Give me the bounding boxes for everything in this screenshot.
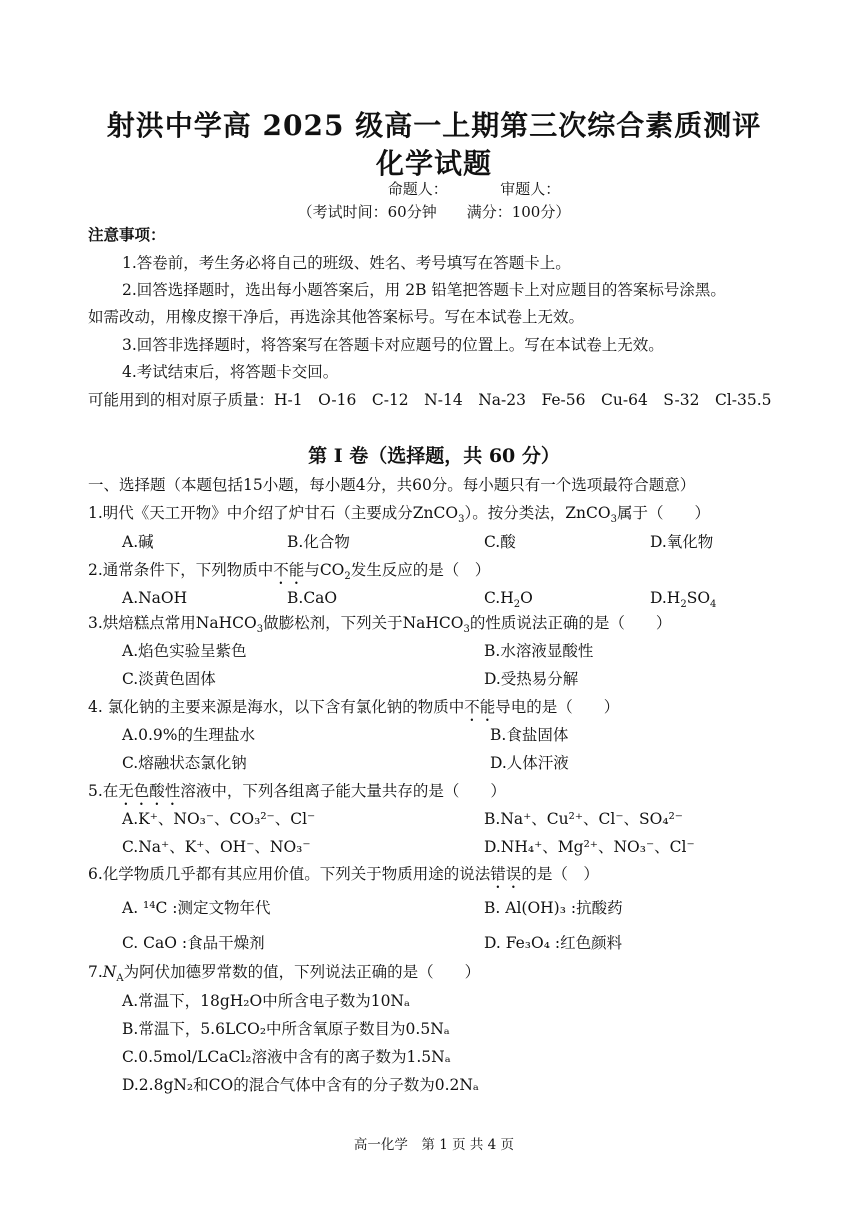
question-2-option-d: $D.H_2SO_4$ <box>650 589 717 611</box>
question-5-option-d: D.NH₄⁺、Mg²⁺、NO₃⁻、Cl⁻ <box>484 838 695 856</box>
question-5-option-a: A.K⁺、NO₃⁻、CO₃²⁻、Cl⁻ <box>122 810 316 828</box>
question-3-option-d: D.受热易分解 <box>484 670 579 688</box>
question-3-stem: 3.烘焙糕点常用NaHCO$_3$做膨松剂，下列关于NaHCO$_3$的性质说法正确的是（ ） <box>88 614 672 636</box>
question-5-option-c: C.Na⁺、K⁺、OH⁻、NO₃⁻ <box>122 838 311 856</box>
question-7-option-a: A.常温下，18gH₂O中所含电子数为10Nₐ <box>122 992 410 1010</box>
question-1-option-b: B.化合物 <box>287 533 350 551</box>
note-4: 4.考试结束后，将答题卡交回。 <box>122 363 339 381</box>
question-4-option-a: A.0.9%的生理盐水 <box>122 726 255 744</box>
question-2-option-b: B.CaO <box>287 589 338 607</box>
question-6-option-a: A. ¹⁴C :测定文物年代 <box>122 899 271 917</box>
question-1-stem: 1.明代《天工开物》中介绍了炉甘石（主要成分ZnCO$_3$）。按分类法，ZnCO$_3$属于（ ） <box>88 504 710 526</box>
question-7-option-d: D.2.8gN₂和CO的混合气体中含有的分子数为0.2Nₐ <box>122 1076 479 1094</box>
question-5-option-b: B.Na⁺、Cu²⁺、Cl⁻、SO₄²⁻ <box>484 810 683 828</box>
section-instructions: 一、选择题（本题包括15小题，每小题4分，共60分。每小题只有一个选项最符合题意） <box>88 476 696 494</box>
question-7-option-b: B.常温下，5.6LCO₂中所含氧原子数目为0.5Nₐ <box>122 1020 450 1038</box>
question-2-stem: 2.通常条件下，下列物质中不能与$CO_2$发生反应的是（ ） <box>88 561 491 583</box>
question-1-option-d: D.氧化物 <box>650 533 714 551</box>
question-1-option-c: C.酸 <box>484 533 516 551</box>
notes-heading: 注意事项： <box>88 225 166 244</box>
question-3-option-c: C.淡黄色固体 <box>122 670 216 688</box>
page-footer: 高一化学 第 1 页 共 4 页 <box>353 1137 515 1153</box>
question-1-option-a: A.碱 <box>122 533 154 551</box>
question-4-option-c: C.熔融状态氯化钠 <box>122 754 247 772</box>
question-5-stem: 5.在无色酸性溶液中，下列各组离子能大量共存的是（ ） <box>88 782 506 800</box>
authors-line: 命题人： 审题人： <box>387 180 561 198</box>
page-title: 射洪中学高 2025 级高一上期第三次综合素质测评 <box>106 109 762 142</box>
page-subtitle: 化学试题 <box>375 147 492 180</box>
question-7-option-c: C.0.5mol/LCaCl₂溶液中含有的离子数为1.5Nₐ <box>122 1048 451 1066</box>
note-1: 1.答卷前，考生务必将自己的班级、姓名、考号填写在答题卡上。 <box>122 254 571 272</box>
atomic-masses: 可能用到的相对原子质量：H-1 O-16 C-12 N-14 Na-23 Fe-56 Cu-64 S-32 Cl-35.5 <box>88 391 772 409</box>
question-4-option-d: D.人体汗液 <box>490 754 569 772</box>
question-4-option-b: B.食盐固体 <box>490 726 569 744</box>
question-6-option-b: B. Al(OH)₃ :抗酸药 <box>484 899 623 917</box>
question-2-option-a: A.NaOH <box>122 589 188 607</box>
question-4-stem: 4. 氯化钠的主要来源是海水，以下含有氯化钠的物质中不能导电的是（ ） <box>88 698 620 716</box>
question-3-option-a: A.焰色实验呈紫色 <box>122 642 247 660</box>
time-info: （考试时间：60分钟 满分：100分） <box>297 203 571 221</box>
note-2b: 如需改动，用橡皮擦干净后，再选涂其他答案标号。写在本试卷上无效。 <box>88 308 585 326</box>
question-7-stem: $7.N_A$为阿伏加德罗常数的值，下列说法正确的是（ ） <box>88 963 481 985</box>
question-3-option-b: B.水溶液显酸性 <box>484 642 594 660</box>
question-6-stem: 6.化学物质几乎都有其应用价值。下列关于物质用途的说法错误的是（ ） <box>88 865 599 883</box>
section-heading: 第 I 卷（选择题，共 60 分） <box>308 445 560 467</box>
question-6-option-d: D. Fe₃O₄ :红色颜料 <box>484 934 623 952</box>
question-6-option-c: C. CaO :食品干燥剂 <box>122 934 265 952</box>
note-2a: 2.回答选择题时，选出每小题答案后，用 2B 铅笔把答题卡上对应题目的答案标号涂黑。 <box>122 281 726 299</box>
question-2-option-c: $C.H_2O$ <box>484 589 533 611</box>
note-3: 3.回答非选择题时，将答案写在答题卡对应题号的位置上。写在本试卷上无效。 <box>122 336 664 354</box>
